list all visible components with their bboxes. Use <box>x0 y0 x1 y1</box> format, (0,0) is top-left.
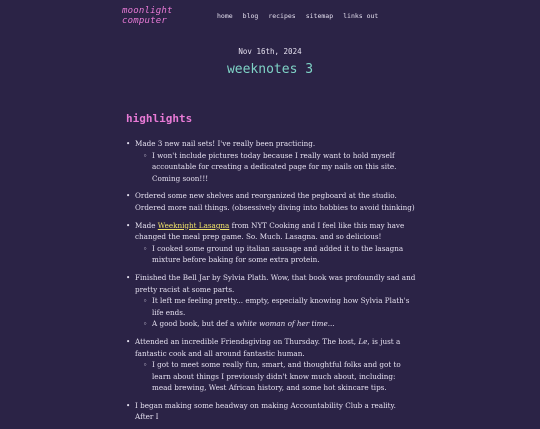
sub-list-item: ◦ I got to meet some really fun, smart, and thoughtful folks and got to learn about things I previously didn't know much about, including: mead brewing, West African history, and some hot skincare tips. <box>135 359 416 394</box>
section-heading: highlights <box>126 112 193 125</box>
list-item <box>126 220 416 266</box>
sub-list-item: ◦ It left me feeling pretty... empty, especially knowing how Sylvia Plath's life ends. <box>135 295 416 318</box>
post-content <box>126 138 416 429</box>
main-nav <box>217 12 378 20</box>
nav-links-out[interactable]: links out <box>343 12 379 20</box>
list-item-text: Finished the Bell Jar by Sylvia Plath. Wow, that book was profoundly sad and pretty racist at some parts. <box>135 272 416 294</box>
nav-recipes[interactable]: recipes <box>268 12 296 20</box>
list-item <box>126 336 416 394</box>
list-item-text: Attended an incredible Friendsgiving on Thursday. The host, <box>135 336 359 346</box>
list-item: • I began making some headway on making Accountability Club a reality. After I <box>126 400 416 423</box>
sub-list <box>135 243 416 266</box>
sub-list <box>135 359 416 394</box>
list-item <box>126 272 416 330</box>
sub-list-item: ◦ I cooked some ground up italian sausage and added it to the lasagna mixture before baking for some extra protein. <box>135 243 416 266</box>
list-item-text: from NYT Cooking and I feel like this may have changed the meal prep game. So. Much. Lasagna. and so delicious! <box>135 220 405 242</box>
sub-list-item: ◦ I won't include pictures today because I really want to hold myself accountable for creating a dedicated page for my nails on this site. Coming soon!!! <box>135 150 416 185</box>
post-date: Nov 16th, 2024 <box>238 47 302 56</box>
site-header <box>122 8 422 24</box>
sub-text: ... <box>327 319 335 329</box>
emphasis-text: Le <box>358 336 368 346</box>
list-item-text: , is just a fantastic cook and all around fantastic human. <box>135 336 401 358</box>
nav-home[interactable]: home <box>217 12 233 20</box>
list-item-text: Made 3 new nail sets! I've really been practicing. <box>135 139 316 148</box>
list-item: • Ordered some new shelves and reorganized the pegboard at the studio. Ordered more nail things. (obsessively diving into hobbies to avoid thinking) <box>126 190 416 213</box>
highlights-list <box>126 138 416 423</box>
recipe-link[interactable]: Weeknight Lasagna <box>157 220 230 230</box>
post-title: weeknotes 3 <box>226 62 314 77</box>
list-item <box>126 138 416 184</box>
sub-list <box>135 295 416 330</box>
nav-blog[interactable]: blog <box>242 12 259 20</box>
sub-text: A good book, but def a <box>152 319 237 329</box>
list-item-text: Made <box>135 220 158 230</box>
sub-list <box>135 150 416 185</box>
site-logo[interactable]: moonlight computer <box>122 6 173 26</box>
nav-sitemap[interactable]: sitemap <box>305 12 334 20</box>
sub-list-item <box>135 318 416 330</box>
emphasis-text: white woman of her time <box>236 319 328 329</box>
